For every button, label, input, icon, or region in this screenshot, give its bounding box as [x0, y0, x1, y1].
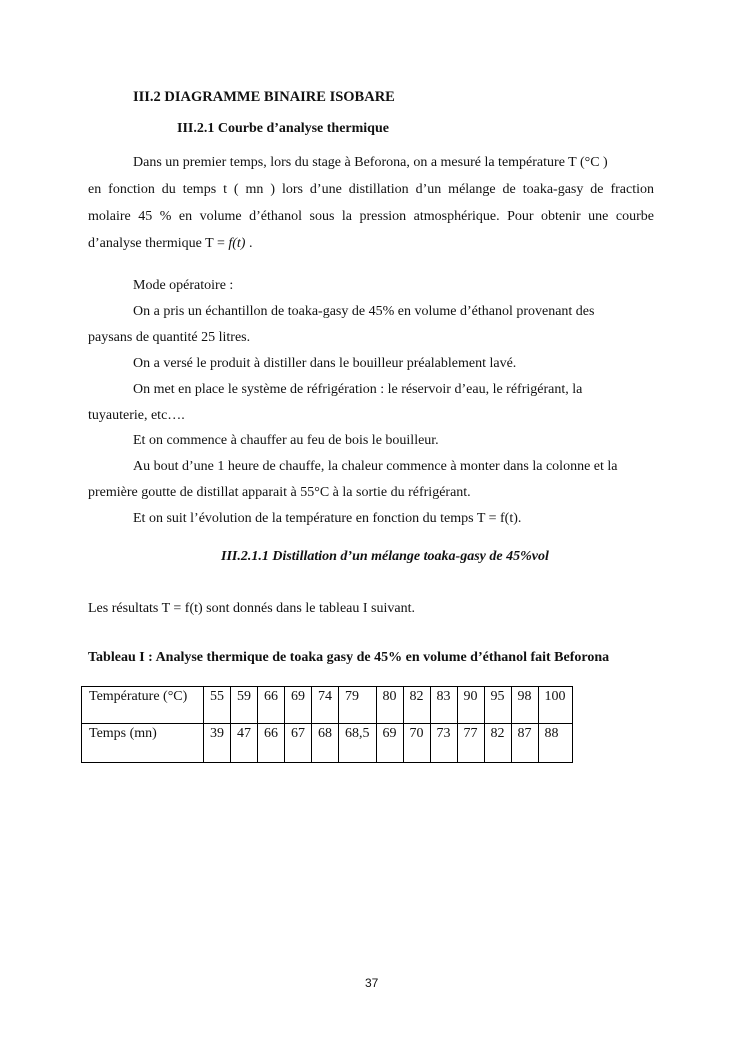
table-row	[82, 687, 573, 724]
table-cell: 68,5	[339, 724, 377, 763]
table-cell: 39	[204, 724, 231, 763]
table-cell: 66	[258, 724, 285, 763]
table-cell: 73	[430, 724, 457, 763]
table-cell: 69	[285, 687, 312, 724]
procedure-step: On a versé le produit à distiller dans le bouilleur préalablement lavé.	[133, 356, 517, 371]
table-row-label: Temps (mn)	[82, 724, 204, 763]
table-cell: 70	[403, 724, 430, 763]
procedure-step: On met en place le système de réfrigération : le réservoir d’eau, le réfrigérant, la	[133, 382, 583, 397]
table-cell: 95	[484, 687, 511, 724]
table-cell: 67	[285, 724, 312, 763]
table-cell: 100	[538, 687, 572, 724]
table-cell: 80	[376, 687, 403, 724]
section-heading: III.2 DIAGRAMME BINAIRE ISOBARE	[133, 89, 395, 105]
procedure-step: première goutte de distillat apparait à 55°C à la sortie du réfrigérant.	[88, 485, 471, 500]
table-cell: 55	[204, 687, 231, 724]
intro-line: en fonction du temps t ( mn ) lors d’une distillation d’un mélange de toaka-gasy de fraction	[88, 182, 654, 197]
results-text: Les résultats T = f(t) sont donnés dans le tableau I suivant.	[88, 601, 415, 616]
table-cell: 69	[376, 724, 403, 763]
table-cell: 59	[231, 687, 258, 724]
procedure-step: Au bout d’une 1 heure de chauffe, la chaleur commence à monter dans la colonne et la	[133, 459, 618, 474]
intro-line	[88, 236, 252, 252]
table-cell: 68	[312, 724, 339, 763]
math-expression: f(t)	[228, 236, 246, 251]
procedure-step: tuyauterie, etc….	[88, 408, 185, 423]
page-number: 37	[365, 976, 379, 990]
procedure-step: Et on suit l’évolution de la température en fonction du temps T = f(t).	[133, 511, 522, 526]
intro-text: .	[245, 236, 253, 251]
procedure-step: paysans de quantité 25 litres.	[88, 330, 251, 345]
table-cell: 90	[457, 687, 484, 724]
table-row-label: Température (°C)	[82, 687, 204, 724]
table-cell: 47	[231, 724, 258, 763]
subsection-heading: III.2.1 Courbe d’analyse thermique	[177, 121, 389, 136]
intro-line: molaire 45 % en volume d’éthanol sous la pression atmosphérique. Pour obtenir une courbe	[88, 209, 654, 224]
table-cell: 82	[484, 724, 511, 763]
table-row	[82, 724, 573, 763]
table-cell: 66	[258, 687, 285, 724]
table-cell: 88	[538, 724, 572, 763]
table-cell: 79	[339, 687, 377, 724]
table-cell: 98	[511, 687, 538, 724]
data-table	[81, 686, 573, 763]
intro-line: Dans un premier temps, lors du stage à Beforona, on a mesuré la température T (°C )	[133, 155, 608, 170]
table-cell: 82	[403, 687, 430, 724]
table-cell: 74	[312, 687, 339, 724]
intro-text: d’analyse thermique T =	[88, 236, 229, 251]
table-cell: 77	[457, 724, 484, 763]
subsubsection-heading: III.2.1.1 Distillation d’un mélange toaka-gasy de 45%vol	[221, 549, 549, 564]
procedure-step: On a pris un échantillon de toaka-gasy de 45% en volume d’éthanol provenant des	[133, 304, 595, 319]
procedure-title: Mode opératoire :	[133, 278, 234, 293]
procedure-step: Et on commence à chauffer au feu de bois le bouilleur.	[133, 433, 439, 448]
table-cell: 87	[511, 724, 538, 763]
table-cell: 83	[430, 687, 457, 724]
table-caption: Tableau I : Analyse thermique de toaka gasy de 45% en volume d’éthanol fait Beforona	[88, 650, 610, 665]
